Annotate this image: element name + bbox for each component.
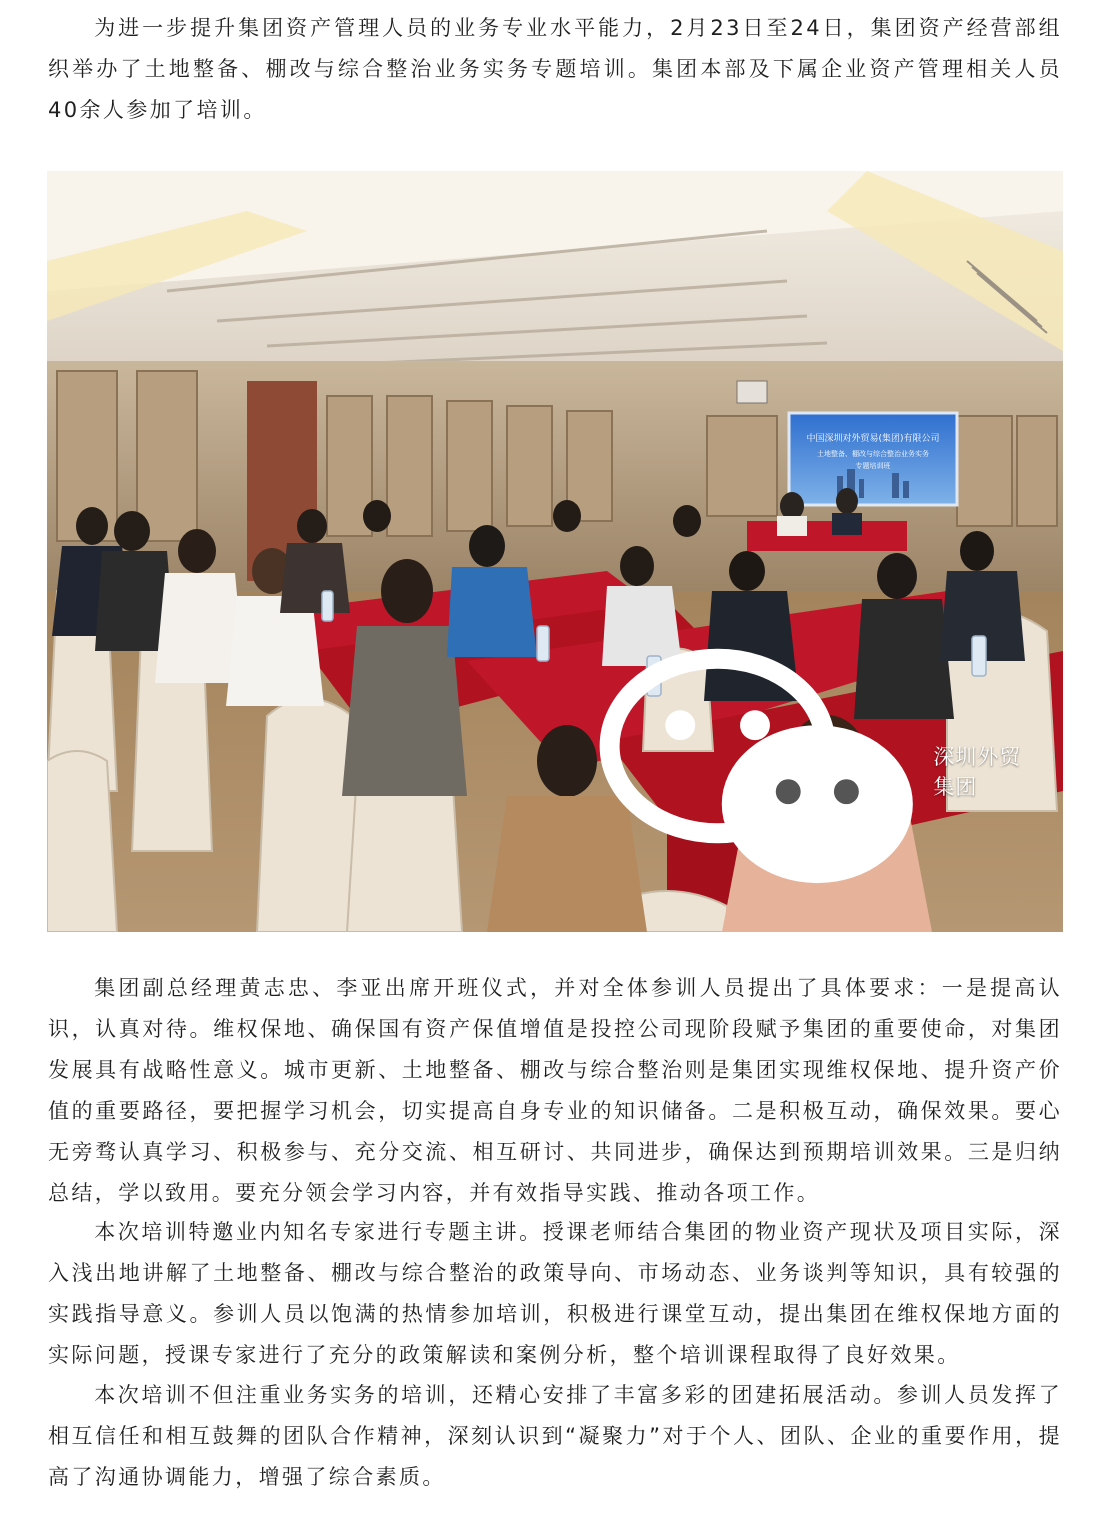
intro-paragraph: 为进一步提升集团资产管理人员的业务专业水平能力，2月23日至24日，集团资产经营部组织举办了土地整备、棚改与综合整治业务实务专题培训。集团本部及下属企业资产管理相关人员40余人参加了培训。 (48, 16, 1062, 122)
screen-subtitle-2: 专题培训班 (855, 462, 891, 470)
wechat-icon (593, 638, 925, 904)
watermark-text: 深圳外贸集团 (933, 745, 1022, 800)
training-session-photo (47, 171, 1063, 932)
screen-subtitle: 土地整备、棚改与综合整治业务实务 (817, 450, 929, 458)
screen-title: 中国深圳对外贸易(集团)有限公司 (806, 434, 940, 444)
body-paragraph-lecture: 本次培训特邀业内知名专家进行专题主讲。授课老师结合集团的物业资产现状及项目实际，深入浅出地讲解了土地整备、棚改与综合整治的政策导向、市场动态、业务谈判等知识，具有较强的实践指导意义。参训人员以饱满的热情参加培训，积极进行课堂互动，提出集团在维权保地方面的实际问题，授课专家进行了充分的政策解读和案例分析，整个培训课程取得了良好效果。 (48, 1220, 1062, 1367)
body-paragraph-team-building: 本次培训不但注重业务实务的培训，还精心安排了丰富多彩的团建拓展活动。参训人员发挥了相互信任和相互鼓舞的团队合作精神，深刻认识到“凝聚力”对于个人、团队、企业的重要作用，提高了沟通协调能力，增强了综合素质。 (48, 1383, 1062, 1489)
watermark (593, 638, 1033, 904)
body-paragraph-requirements: 集团副总经理黄志忠、李亚出席开班仪式，并对全体参训人员提出了具体要求：一是提高认识，认真对待。维权保地、确保国有资产保值增值是投控公司现阶段赋予集团的重要使命，对集团发展具有战略性意义。城市更新、土地整备、棚改与综合整治则是集团实现维权保地、提升资产价值的重要路径，要把握学习机会，切实提高自身专业的知识储备。二是积极互动，确保效果。要心无旁骛认真学习、积极参与、充分交流、相互研讨、共同进步，确保达到预期培训效果。三是归纳总结，学以致用。要充分领会学习内容，并有效指导实践、推动各项工作。 (48, 976, 1062, 1205)
